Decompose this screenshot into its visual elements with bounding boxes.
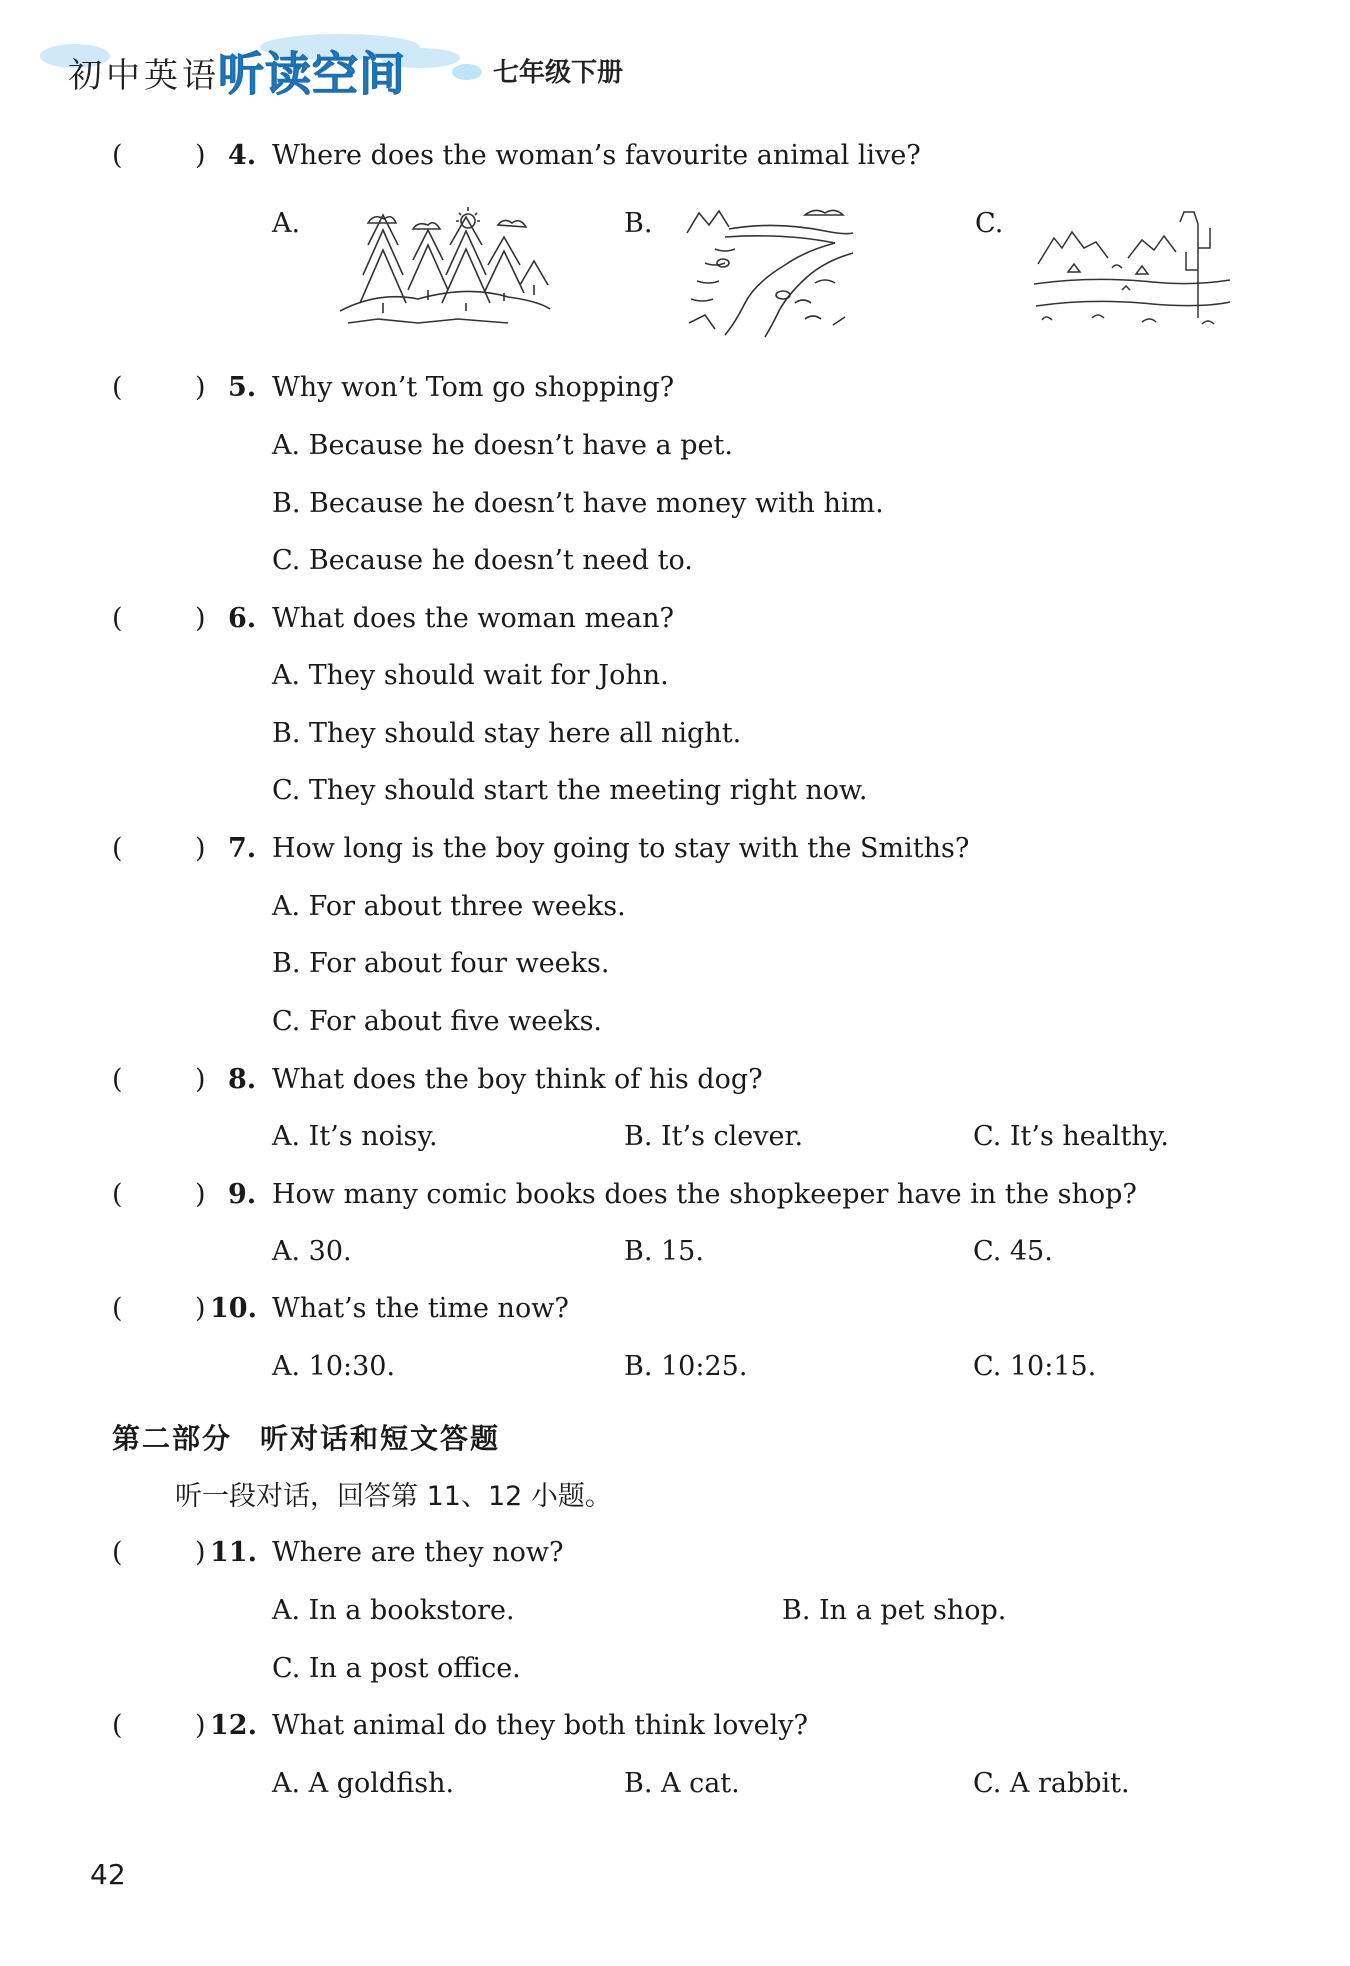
question-number: 9.	[228, 1179, 257, 1210]
answer-blank-open[interactable]: (	[112, 1179, 123, 1210]
section-title: 听对话和短文答题	[260, 1422, 501, 1455]
option-c[interactable]: C. It’s healthy.	[973, 1121, 1169, 1152]
option-a[interactable]: A. 10:30.	[272, 1351, 396, 1382]
forest-icon[interactable]	[338, 205, 552, 330]
option-c[interactable]: C. In a post office.	[272, 1653, 521, 1684]
answer-blank-close: )	[195, 372, 206, 403]
question-10	[0, 1286, 1350, 1332]
option-b[interactable]: B. 10:25.	[624, 1351, 748, 1382]
answer-blank-open[interactable]: (	[112, 603, 123, 634]
answer-blank-close: )	[195, 1293, 206, 1324]
question-text: What does the woman mean?	[272, 603, 675, 634]
question-number: 5.	[228, 372, 257, 403]
option-c[interactable]: C. A rabbit.	[973, 1768, 1130, 1799]
grade-label: 七年级下册	[493, 58, 624, 88]
option-b[interactable]: B. It’s clever.	[624, 1121, 804, 1152]
picture-option-c-label[interactable]: C.	[975, 208, 1004, 239]
question-number: 8.	[228, 1064, 257, 1095]
question-4	[0, 133, 1350, 179]
answer-blank-open[interactable]: (	[112, 1710, 123, 1741]
option-a[interactable]: A. For about three weeks.	[272, 891, 626, 922]
question-number: 12.	[210, 1710, 257, 1741]
option-c[interactable]: C. Because he doesn’t need to.	[272, 545, 693, 576]
question-6	[0, 596, 1350, 642]
option-a[interactable]: A. Because he doesn’t have a pet.	[272, 430, 733, 461]
option-c[interactable]: C. For about five weeks.	[272, 1006, 603, 1037]
answer-blank-open[interactable]: (	[112, 1293, 123, 1324]
question-text: What animal do they both think lovely?	[272, 1710, 808, 1741]
option-c[interactable]: C. 45.	[973, 1236, 1053, 1267]
answer-blank-open[interactable]: (	[112, 372, 123, 403]
option-a[interactable]: A. In a bookstore.	[272, 1595, 515, 1626]
option-b[interactable]: B. A cat.	[624, 1768, 740, 1799]
answer-blank-close: )	[195, 603, 206, 634]
river-icon[interactable]	[685, 203, 855, 338]
question-text: Where does the woman’s favourite animal live?	[272, 140, 921, 171]
question-text: What does the boy think of his dog?	[272, 1064, 763, 1095]
page-number: 42	[90, 1858, 126, 1891]
answer-blank-open[interactable]: (	[112, 1537, 123, 1568]
question-5	[0, 365, 1350, 411]
question-number: 11.	[210, 1537, 257, 1568]
page-header	[40, 38, 740, 110]
question-number: 10.	[210, 1293, 257, 1324]
question-text: What’s the time now?	[272, 1293, 569, 1324]
question-9	[0, 1172, 1350, 1218]
question-text: How many comic books does the shopkeeper have in the shop?	[272, 1179, 1137, 1210]
option-a[interactable]: A. They should wait for John.	[272, 660, 669, 691]
option-b[interactable]: B. For about four weeks.	[272, 948, 610, 979]
question-number: 7.	[228, 833, 257, 864]
desert-icon[interactable]	[1032, 208, 1232, 336]
question-8	[0, 1057, 1350, 1103]
brand-logo: 听读空间	[218, 47, 406, 101]
series-title: 初中英语	[68, 56, 220, 96]
answer-blank-open[interactable]: (	[112, 140, 123, 171]
option-a[interactable]: A. It’s noisy.	[272, 1121, 438, 1152]
question-number: 4.	[228, 140, 257, 171]
option-c[interactable]: C. They should start the meeting right now.	[272, 775, 868, 806]
option-b[interactable]: B. Because he doesn’t have money with him.	[272, 488, 884, 519]
answer-blank-close: )	[195, 140, 206, 171]
question-11	[0, 1530, 1350, 1576]
question-text: Why won’t Tom go shopping?	[272, 372, 675, 403]
picture-option-a-label[interactable]: A.	[272, 208, 301, 239]
question-text: Where are they now?	[272, 1537, 564, 1568]
question-number: 6.	[228, 603, 257, 634]
answer-blank-close: )	[195, 833, 206, 864]
question-12	[0, 1703, 1350, 1749]
option-a[interactable]: A. A goldfish.	[272, 1768, 455, 1799]
option-b[interactable]: B. In a pet shop.	[782, 1595, 1007, 1626]
section-label: 第二部分	[112, 1422, 233, 1455]
answer-blank-open[interactable]: (	[112, 1064, 123, 1095]
question-text: How long is the boy going to stay with the Smiths?	[272, 833, 970, 864]
answer-blank-close: )	[195, 1064, 206, 1095]
answer-blank-close: )	[195, 1537, 206, 1568]
option-b[interactable]: B. 15.	[624, 1236, 704, 1267]
section-heading	[112, 1417, 528, 1457]
question-7	[0, 826, 1350, 872]
option-c[interactable]: C. 10:15.	[973, 1351, 1097, 1382]
answer-blank-open[interactable]: (	[112, 833, 123, 864]
answer-blank-close: )	[195, 1710, 206, 1741]
option-b[interactable]: B. They should stay here all night.	[272, 718, 742, 749]
answer-blank-close: )	[195, 1179, 206, 1210]
section-instruction: 听一段对话，回答第 11、12 小题。	[175, 1481, 612, 1512]
cloud-decoration	[452, 64, 482, 80]
picture-option-b-label[interactable]: B.	[624, 208, 653, 239]
option-a[interactable]: A. 30.	[272, 1236, 352, 1267]
